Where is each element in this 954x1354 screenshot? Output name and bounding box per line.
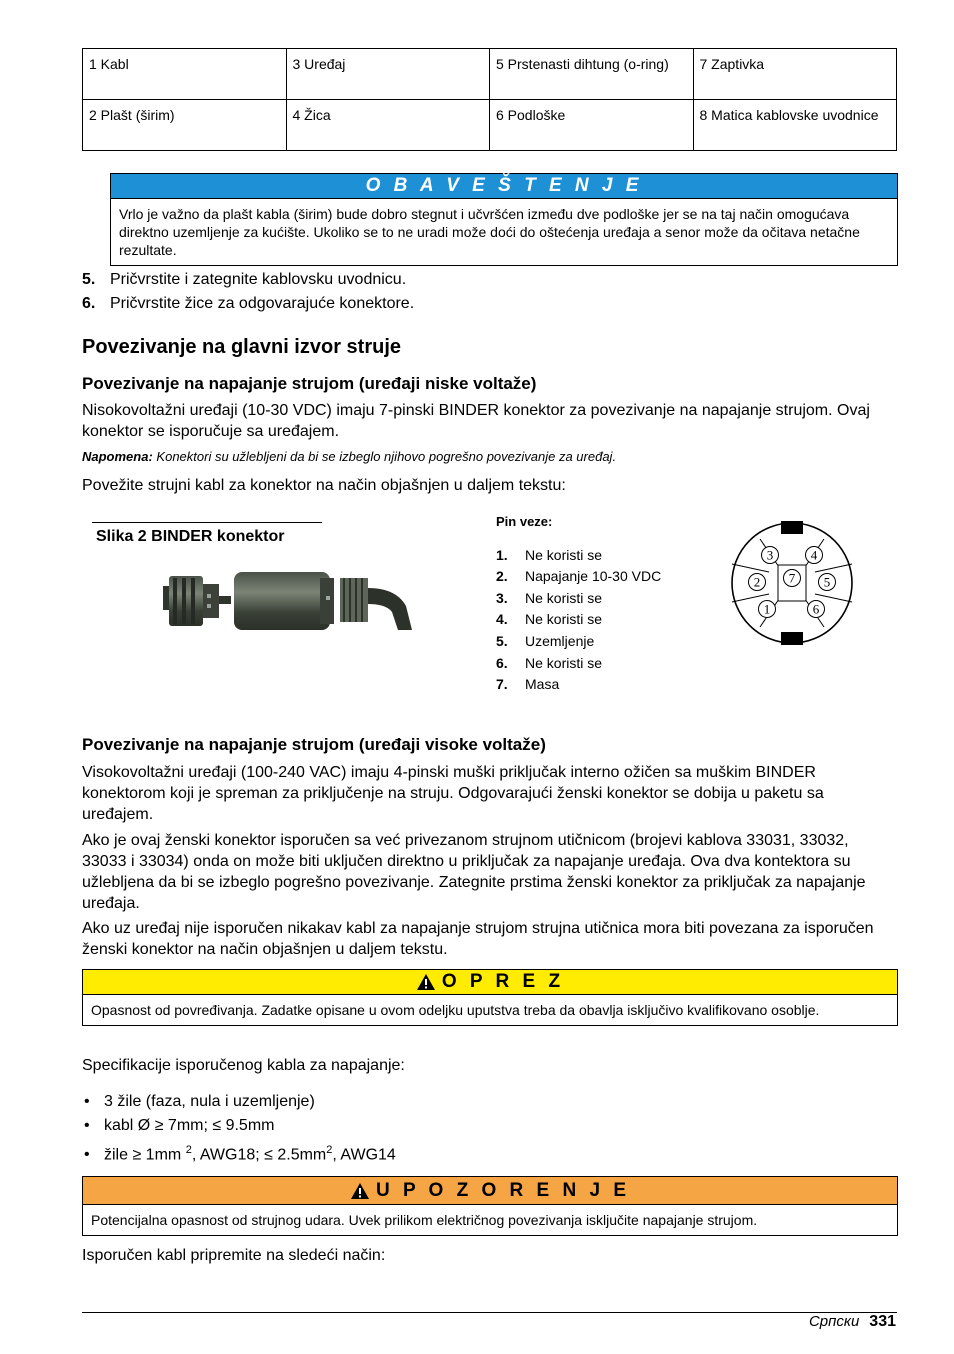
list-item <box>82 1140 396 1165</box>
note <box>82 449 616 464</box>
low-voltage-title: Povezivanje na napajanje strujom (uređaji niske voltaže) <box>82 374 537 393</box>
caution-header <box>83 970 897 995</box>
warning-triangle-icon <box>350 1182 370 1200</box>
notice-body: Vrlo je važno da plašt kabla (širim) bude dobro stegnut i učvršćen između dve podloške jer se na taj način omogućava direktno uzemljenje za kućište. Ukoliko se to ne uradi može doći do oštećenja uređaja a senor može da očitava netačne rezultate. <box>119 206 860 258</box>
table-cell: 5 Prstenasti dihtung (o-ring) <box>490 49 694 100</box>
warning-title: U P O Z O R E N J E <box>375 1179 631 1201</box>
step-text: Pričvrstite žice za odgovarajuće konektore. <box>110 295 415 312</box>
bullet-marker: • <box>84 1093 90 1110</box>
table-cell: 1 Kabl <box>83 49 287 100</box>
table-cell: 4 Žica <box>286 100 490 151</box>
notice-box <box>110 173 898 266</box>
section-title: Povezivanje na glavni izvor struje <box>82 336 402 358</box>
bullet-text: , AWG18; ≤ 2.5mm <box>191 1146 327 1164</box>
pin-number: 7. <box>496 676 508 692</box>
step-item <box>82 294 414 314</box>
pin-text: Ne koristi se <box>525 655 603 671</box>
bullet-marker: • <box>84 1117 90 1134</box>
pin-heading: Pin veze: <box>496 514 553 529</box>
pin-label-1: 1 <box>763 601 771 617</box>
table-cell: 3 Uređaj <box>286 49 490 100</box>
parts-table <box>82 48 897 151</box>
pin-text: Ne koristi se <box>525 590 603 606</box>
pin-number: 2. <box>496 568 508 584</box>
key-notch-top <box>781 521 803 534</box>
step-text: Pričvrstite i zategnite kablovsku uvodnicu. <box>110 271 407 288</box>
bullet-text: kabl Ø ≥ 7mm; ≤ 9.5mm <box>104 1117 275 1134</box>
pin-item <box>496 590 602 606</box>
pin-number: 4. <box>496 611 508 627</box>
pin-number: 1. <box>496 547 508 563</box>
superscript: 2 <box>326 1144 333 1156</box>
table-cell: 6 Podloške <box>490 100 694 151</box>
table-row <box>83 100 897 151</box>
bullet-marker: • <box>84 1146 90 1164</box>
pin-item <box>496 547 602 563</box>
caution-box <box>82 969 898 1026</box>
pin-number: 5. <box>496 633 508 649</box>
high-voltage-title: Povezivanje na napajanje strujom (uređaji visoke voltaže) <box>82 735 546 754</box>
note-label: Napomena: <box>82 449 153 464</box>
pin-item <box>496 676 559 692</box>
table-row <box>83 49 897 100</box>
pin-text: Napajanje 10-30 VDC <box>525 568 662 584</box>
pin-label-3: 3 <box>766 547 774 563</box>
connect-instruction: Povežite strujni kabl za konektor na način objašnjen u daljem tekstu: <box>82 477 566 494</box>
pin-item <box>496 655 602 671</box>
pin-label-2: 2 <box>753 574 761 590</box>
footer-language: Српски <box>808 1313 860 1330</box>
warning-body: Potencijalna opasnost od strujnog udara. Uvek prilikom električnog povezivanja isključite napajanje strujom. <box>91 1212 758 1228</box>
step-number: 5. <box>82 271 96 288</box>
pinout-diagram <box>729 520 855 646</box>
pin-label-7: 7 <box>788 570 796 586</box>
figure-rule <box>92 522 322 523</box>
page-number: 331 <box>869 1313 896 1330</box>
step-item <box>82 270 406 290</box>
final-instruction: Isporučen kabl pripremite na sledeći način: <box>82 1247 386 1264</box>
table-cell: 7 Zaptivka <box>693 49 897 100</box>
high-voltage-paragraph-2: Ako je ovaj ženski konektor isporučen sa već privezanom strujnom utičnicom (brojevi kablova 33031, 33032, 33033 i 33034) onda on može biti uključen direktno u priključak za napajanje uređaja. Ova dva kontektora su užlebljena da bi se izbeglo pogrešno povezivanje. Zategnite prstima ženski konektor za priključak za napajanje uređaja. <box>82 832 866 912</box>
pin-number: 6. <box>496 655 508 671</box>
list-item <box>82 1092 315 1112</box>
footer-rule <box>82 1312 897 1313</box>
bullet-text: žile ≥ 1mm <box>104 1146 186 1164</box>
pin-text: Ne koristi se <box>525 611 603 627</box>
pin-number: 3. <box>496 590 508 606</box>
warning-box <box>82 1176 898 1236</box>
caution-title: O P R E Z <box>441 971 565 992</box>
list-item <box>82 1116 274 1136</box>
caution-body: Opasnost od povređivanja. Zadatke opisane u ovom odeljku uputstva treba da obavlja isključivo kvalifikovano osoblje. <box>91 1002 820 1018</box>
pin-text: Masa <box>525 676 560 692</box>
pin-item <box>496 633 594 649</box>
warning-header <box>83 1177 897 1205</box>
high-voltage-paragraph-1: Visokovoltažni uređaji (100-240 VAC) imaju 4-pinski muški priključak interno ožičen sa muškim BINDER konektorom koji je spreman za priključenje na struju. Odgovarajući ženski konektor se dobija u paketu sa uređajem. <box>82 764 824 823</box>
warning-triangle-icon <box>416 973 436 991</box>
bullet-text: , AWG14 <box>332 1146 396 1164</box>
low-voltage-paragraph: Nisokovoltažni uređaji (10-30 VDC) imaju 7-pinski BINDER konektor za povezivanje na napajanje strujom. Ovaj konektor se isporučuje sa uređajem. <box>82 402 870 440</box>
pin-item <box>496 611 602 627</box>
step-number: 6. <box>82 295 96 312</box>
spec-intro: Specifikacije isporučenog kabla za napajanje: <box>82 1057 405 1074</box>
pin-text: Ne koristi se <box>525 547 603 563</box>
notice-title: O B A V E Š T E N J E <box>111 174 897 199</box>
pin-label-4: 4 <box>810 547 818 563</box>
binder-connector-image <box>160 566 415 634</box>
pin-label-6: 6 <box>812 601 820 617</box>
table-cell: 8 Matica kablovske uvodnice <box>693 100 897 151</box>
key-notch-bottom <box>781 632 803 645</box>
page-footer <box>809 1313 896 1331</box>
figure-caption: Slika 2 BINDER konektor <box>96 528 285 545</box>
table-cell: 2 Plašt (širim) <box>83 100 287 151</box>
note-text: Konektori su užlebljeni da bi se izbeglo njihovo pogrešno povezivanje za uređaj. <box>156 449 617 464</box>
bullet-text: 3 žile (faza, nula i uzemljenje) <box>104 1093 315 1110</box>
pin-item <box>496 568 661 584</box>
high-voltage-paragraph-3: Ako uz uređaj nije isporučen nikakav kabl za napajanje strujom strujna utičnica mora biti povezana za isporučen ženski konektor na način objašnjen u daljem tekstu. <box>82 920 874 958</box>
superscript: 2 <box>185 1144 192 1156</box>
pin-label-5: 5 <box>823 574 831 590</box>
pin-text: Uzemljenje <box>525 633 595 649</box>
